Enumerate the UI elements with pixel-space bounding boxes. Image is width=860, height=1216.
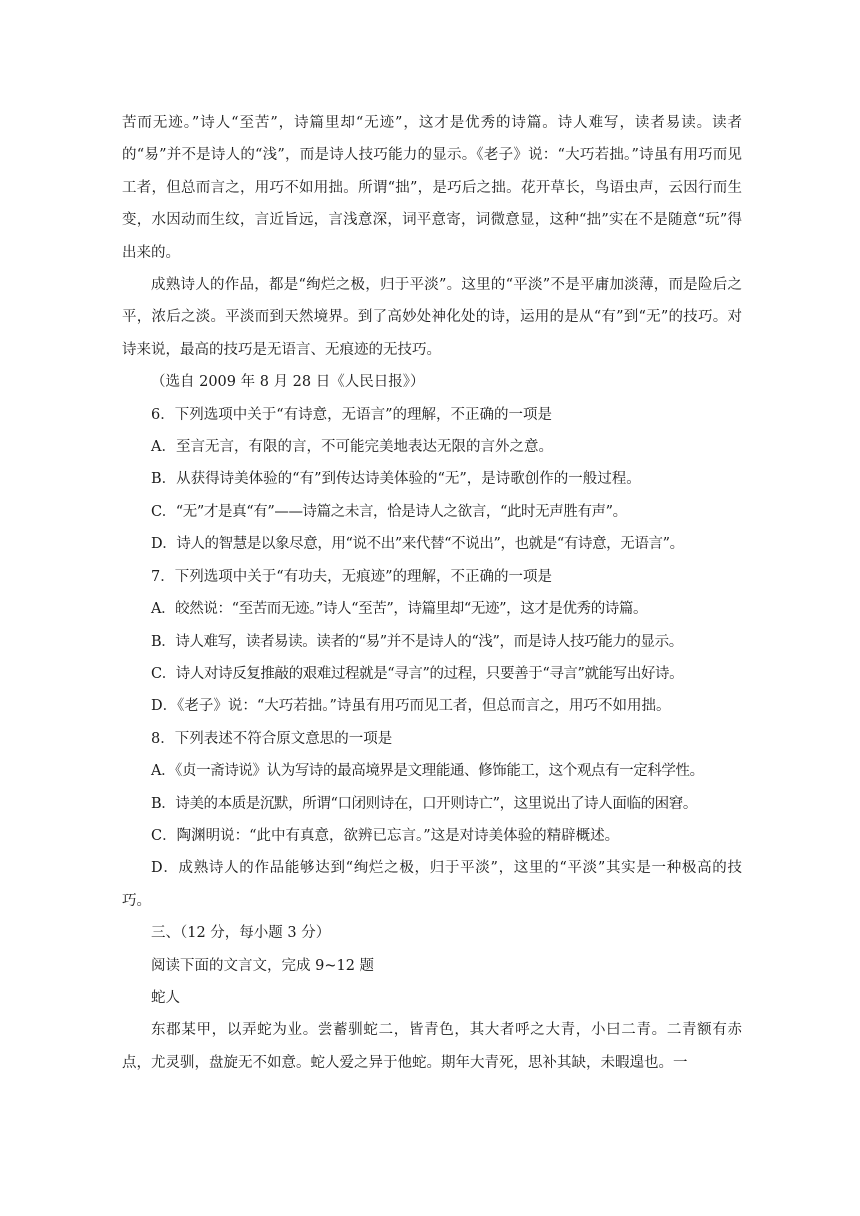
question-stem: 8．下列表述不符合原文意思的一项是 xyxy=(151,730,393,747)
question-option: C．“无”才是真“有”——诗篇之未言，恰是诗人之欲言，“此时无声胜有声”。 xyxy=(151,503,627,520)
question-option: B．诗人难写，读者易读。读者的“易”并不是诗人的“浅”，而是诗人技巧能力的显示。 xyxy=(151,633,683,650)
question-option: A．至言无言，有限的言，不可能完美地表达无限的言外之意。 xyxy=(151,439,553,456)
body-paragraph: 苦而无迹。”诗人“至苦”，诗篇里却“无迹”，这才是优秀的诗篇。诗人难写，读者易读。读者的“易”并不是诗人的“浅”，而是诗人技巧能力的显示。《老子》说：“大巧若拙。”诗虽有用巧而见工者，但总而言之，用巧不如用拙。所谓“拙”，是巧后之拙。花开草长，鸟语虫声，云因行而生变，水因动而生纹，言近旨远，言浅意深，词平意寄，词微意显，这种“拙”实在不是随意“玩”得出来的。 xyxy=(122,115,742,261)
question-option: D．诗人的智慧是以象尽意，用“说不出”来代替“不说出”，也就是“有诗意，无语言”。 xyxy=(151,536,684,553)
body-paragraph: 成熟诗人的作品，都是“绚烂之极，归于平淡”。这里的“平淡”不是平庸加淡薄，而是险后之平，浓后之淡。平淡而到天然境界。到了高妙处神化处的诗，运用的是从“有”到“无”的技巧。对诗来说，最高的技巧是无语言、无痕迹的无技巧。 xyxy=(122,277,742,358)
section-instruction: 阅读下面的文言文，完成 9~12 题 xyxy=(151,957,375,974)
question-option: D．成熟诗人的作品能够达到“绚烂之极，归于平淡”，这里的“平淡”其实是一种极高的技巧。 xyxy=(122,860,742,909)
question-option: A．《贞一斋诗说》认为写诗的最高境界是文理能通、修饰能工，这个观点有一定科学性。 xyxy=(151,763,704,780)
section-heading: 三、（12 分，每小题 3 分） xyxy=(151,925,331,942)
document-page xyxy=(122,107,742,1079)
question-option: C．诗人对诗反复推敲的艰难过程就是“寻言”的过程，只要善于“寻言”就能写出好诗。 xyxy=(151,665,684,682)
question-stem: 7．下列选项中关于“有功夫，无痕迹”的理解，不正确的一项是 xyxy=(151,568,553,585)
question-option: D．《老子》说：“大巧若拙。”诗虽有用巧而见工者，但总而言之，用巧不如用拙。 xyxy=(151,698,671,715)
question-option: B．从获得诗美体验的“有”到传达诗美体验的“无”，是诗歌创作的一般过程。 xyxy=(151,471,641,488)
question-option: A．皎然说：“至苦而无迹。”诗人“至苦”，诗篇里却“无迹”，这才是优秀的诗篇。 xyxy=(151,601,648,618)
question-stem: 6．下列选项中关于“有诗意，无语言”的理解，不正确的一项是 xyxy=(151,406,553,423)
question-option: B．诗美的本质是沉默，所谓“口闭则诗在，口开则诗亡”，这里说出了诗人面临的困窘。 xyxy=(151,795,697,812)
source-citation: （选自 2009 年 8 月 28 日《人民日报》） xyxy=(151,374,425,391)
question-option: C．陶渊明说：“此中有真意，欲辨已忘言。”这是对诗美体验的精辟概述。 xyxy=(151,827,620,844)
passage-title: 蛇人 xyxy=(151,989,180,1006)
passage-text: 东郡某甲，以弄蛇为业。尝蓄驯蛇二，皆青色，其大者呼之大青，小曰二青。二青额有赤点，尤灵驯，盘旋无不如意。蛇人爱之异于他蛇。期年大青死，思补其缺，未暇遑也。一 xyxy=(122,1022,742,1071)
